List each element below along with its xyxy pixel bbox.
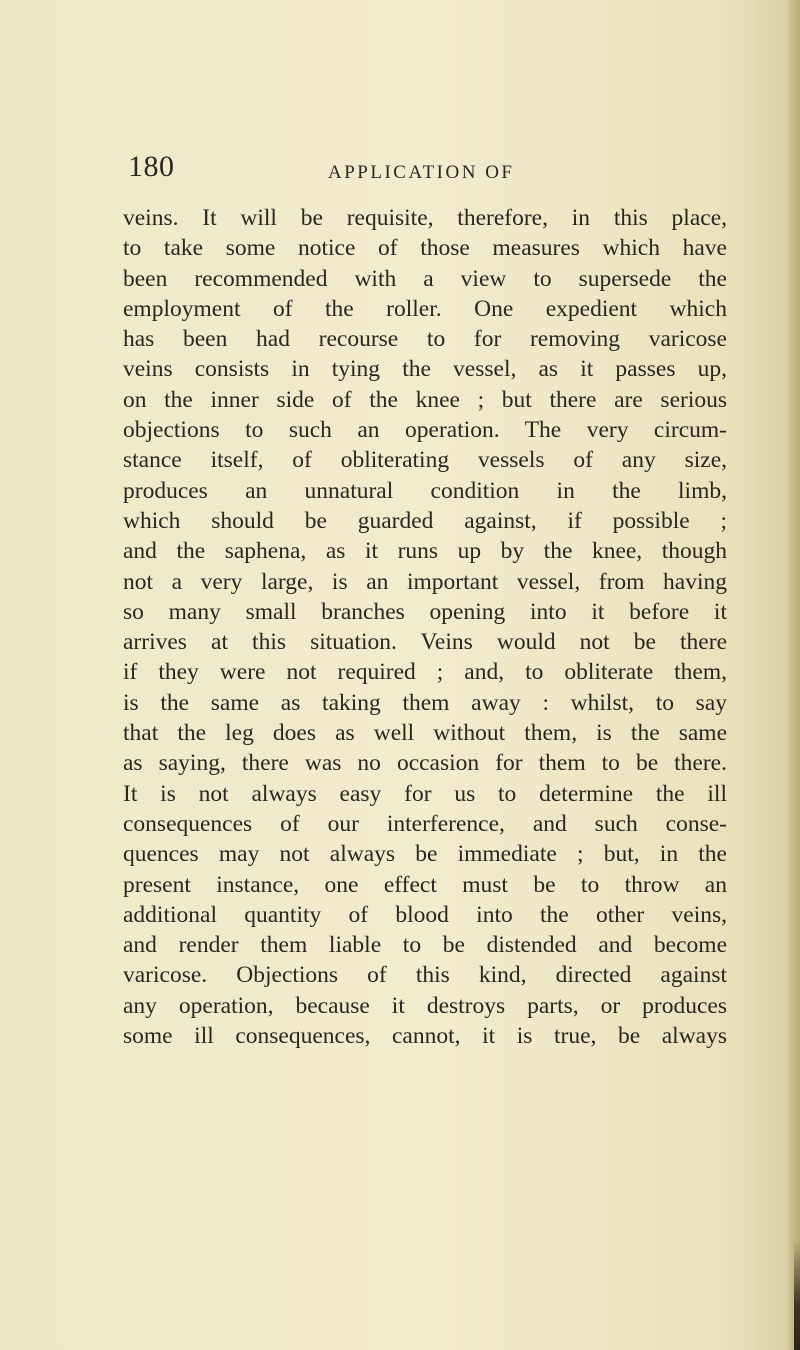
text-line: and the saphena, as it runs up by the knee, though xyxy=(123,538,727,565)
page-corner-shadow xyxy=(794,1240,800,1350)
page-number: 180 xyxy=(128,150,175,183)
page-edge-shadow xyxy=(786,0,800,1350)
text-line: veins. It will be requisite, therefore, in this place, xyxy=(123,205,727,231)
text-line: veins consists in tying the vessel, as it passes up, xyxy=(123,356,727,383)
running-head: APPLICATION OF xyxy=(328,162,515,183)
text-line: on the inner side of the knee ; but there are serious xyxy=(123,386,727,413)
text-line: which should be guarded against, if possible ; xyxy=(123,507,727,534)
text-line: arrives at this situation. Veins would not be there xyxy=(123,629,727,656)
text-line: not a very large, is an important vessel, from having xyxy=(123,568,727,595)
text-line: additional quantity of blood into the other veins, xyxy=(123,901,727,928)
text-line: varicose. Objections of this kind, directed against xyxy=(123,962,727,989)
text-line: some ill consequences, cannot, it is true, be always xyxy=(123,1023,727,1050)
text-line: objections to such an operation. The very circum- xyxy=(123,417,727,444)
text-line: if they were not required ; and, to obliterate them, xyxy=(123,659,727,686)
text-line: It is not always easy for us to determine the ill xyxy=(123,780,727,807)
text-line: so many small branches opening into it before it xyxy=(123,598,727,625)
text-line: present instance, one effect must be to throw an xyxy=(123,871,727,898)
text-line: to take some notice of those measures which have xyxy=(123,235,727,262)
text-line: any operation, because it destroys parts, or produces xyxy=(123,992,727,1019)
text-line: as saying, there was no occasion for them to be there. xyxy=(123,750,727,777)
text-line: that the leg does as well without them, is the same xyxy=(123,720,727,747)
text-line: quences may not always be immediate ; but, in the xyxy=(123,841,727,868)
text-line: employment of the roller. One expedient which xyxy=(123,295,727,322)
text-line: produces an unnatural condition in the limb, xyxy=(123,477,727,504)
text-line: consequences of our interference, and such conse- xyxy=(123,810,727,837)
page-header xyxy=(128,152,728,188)
text-line: stance itself, of obliterating vessels of any size, xyxy=(123,447,727,474)
body-text xyxy=(123,203,727,1051)
text-line: has been had recourse to for removing varicose xyxy=(123,326,727,353)
text-line: and render them liable to be distended and become xyxy=(123,932,727,959)
text-line: been recommended with a view to supersede the xyxy=(123,265,727,292)
text-line: is the same as taking them away : whilst, to say xyxy=(123,689,727,716)
